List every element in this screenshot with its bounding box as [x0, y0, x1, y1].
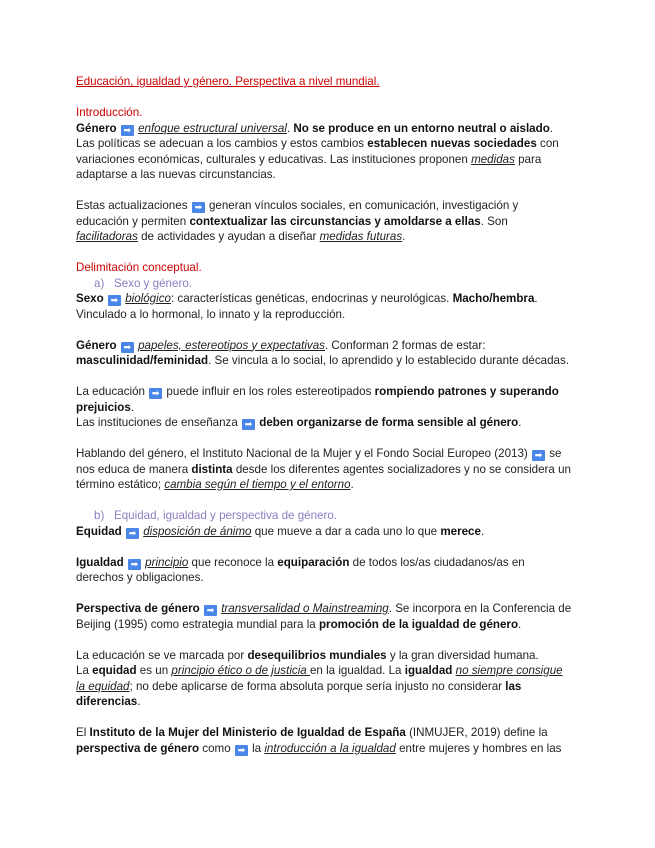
arrow-right-icon: ➡	[242, 419, 255, 430]
arrow-right-icon: ➡	[128, 559, 141, 570]
equality-line-1: Igualdad ➡ principio que reconoce la equiparación de todos los/as ciudadanos/as en	[76, 555, 525, 569]
arrow-right-icon: ➡	[204, 605, 217, 616]
intro-line-6: educación y permiten contextualizar las circunstancias y amoldarse a ellas. Son	[76, 214, 508, 228]
education-line-2: prejuicios.	[76, 400, 134, 414]
arrow-right-icon: ➡	[126, 528, 139, 539]
gender-line-1: Género ➡ papeles, estereotipos y expectativas. Conforman 2 formas de estar:	[76, 338, 486, 352]
intro-line-1: Género ➡ enfoque estructural universal. No se produce en un entorno neutral o aislado.	[76, 121, 554, 135]
arrow-right-icon: ➡	[192, 202, 205, 213]
document-title: Educación, igualdad y género. Perspectiva a nivel mundial.	[76, 75, 380, 88]
perspective-line-2: Beijing (1995) como estrategia mundial para la promoción de la igualdad de género.	[76, 617, 522, 631]
arrow-right-icon: ➡	[121, 125, 134, 136]
equity-line-1: Equidad ➡ disposición de ánimo que mueve a dar a cada uno lo que merece.	[76, 524, 485, 538]
intro-line-3: variaciones económicas, culturales y educativas. Las instituciones proponen medidas para	[76, 152, 542, 166]
imbalance-line-1: La educación se ve marcada por desequilibrios mundiales y la gran diversidad humana.	[76, 648, 539, 662]
sex-line-2: Vinculado a lo hormonal, lo innato y la reproducción.	[76, 307, 346, 321]
section-heading-delimitation: Delimitación conceptual.	[76, 261, 202, 274]
subheading-sex-gender: a) Sexo y género.	[94, 276, 192, 290]
subheading-equity-equality: b) Equidad, igualdad y perspectiva de género.	[94, 509, 338, 522]
arrow-right-icon: ➡	[532, 450, 545, 461]
arrow-right-icon: ➡	[121, 342, 134, 353]
imbalance-line-3: la equidad; no debe aplicarse de forma absoluta porque sería injusto no considerar las	[76, 679, 522, 693]
arrow-right-icon: ➡	[108, 295, 121, 306]
equality-line-2: derechos y obligaciones.	[76, 571, 204, 584]
intro-line-4: adaptarse a las nuevas circunstancias.	[76, 168, 276, 181]
arrow-right-icon: ➡	[235, 745, 248, 756]
intro-line-2: Las políticas se adecuan a los cambios y estos cambios establecen nuevas sociedades con	[76, 137, 559, 150]
gender-def-line-2: nos educa de manera distinta desde los diferentes agentes socializadores y no se considera un	[76, 462, 571, 476]
gender-def-line-1: Hablando del género, el Instituto Nacional de la Mujer y el Fondo Social Europeo (2013) ➡ se	[76, 447, 562, 460]
sex-line-1: Sexo ➡ biológico: características genéticas, endocrinas y neurológicas. Macho/hembra.	[76, 292, 538, 305]
gender-line-2: masculinidad/feminidad. Se vincula a lo social, lo aprendido y lo establecido durante décadas.	[76, 354, 570, 367]
intro-line-7: facilitadoras de actividades y ayudan a diseñar medidas futuras.	[76, 230, 406, 243]
imbalance-line-4: diferencias.	[76, 695, 141, 708]
perspective-line-1: Perspectiva de género ➡ transversalidad o Mainstreaming. Se incorpora en la Conferencia de	[76, 602, 572, 615]
imbalance-line-2: La equidad es un principio ético o de justicia en la igualdad. La igualdad no siempre consigue	[76, 664, 563, 677]
education-line-1: La educación ➡ puede influir en los roles estereotipados rompiendo patrones y superando	[76, 385, 559, 398]
arrow-right-icon: ➡	[149, 388, 162, 399]
inmujer-line-1: El Instituto de la Mujer del Ministerio de Igualdad de España (INMUJER, 2019) define la	[76, 726, 548, 739]
gender-def-line-3: término estático; cambia según el tiempo y el entorno.	[76, 478, 354, 491]
inmujer-line-2: perspectiva de género como ➡ la introducción a la igualdad entre mujeres y hombres en las	[76, 741, 562, 755]
education-line-3: Las instituciones de enseñanza ➡ deben organizarse de forma sensible al género.	[76, 416, 522, 429]
intro-line-5: Estas actualizaciones ➡ generan vínculos sociales, en comunicación, investigación y	[76, 199, 519, 212]
section-heading-intro: Introducción.	[76, 106, 143, 119]
document-page	[76, 74, 586, 756]
